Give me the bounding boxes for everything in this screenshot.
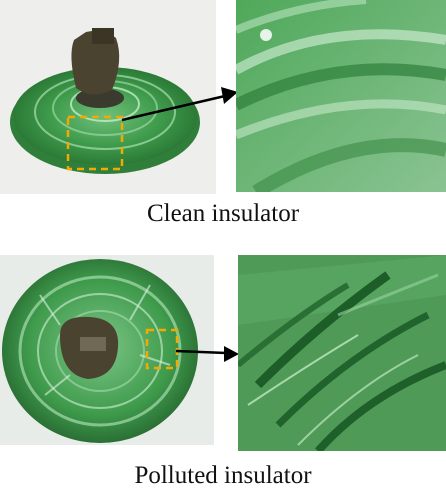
clean-insulator-caption: Clean insulator <box>146 200 300 227</box>
polluted-insulator-zoom <box>238 255 446 451</box>
polluted-insulator-caption: Polluted insulator <box>134 462 312 489</box>
